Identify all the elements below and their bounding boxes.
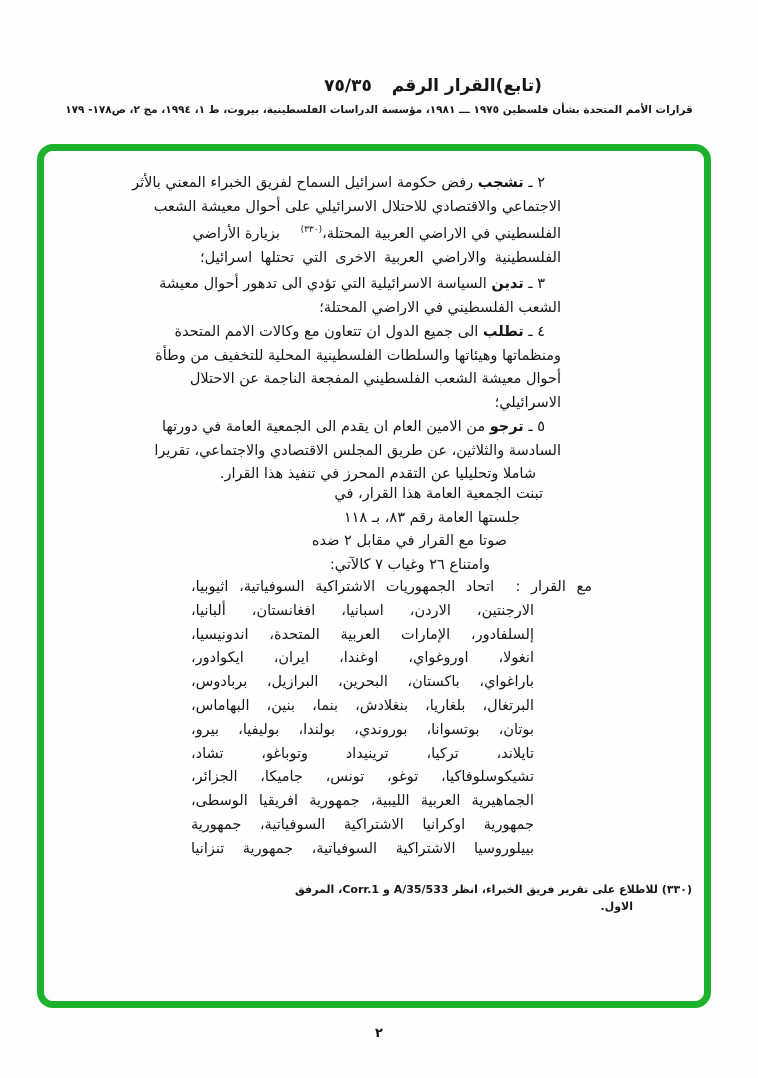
clause-lead-word: تدين	[491, 276, 524, 292]
vote-record	[191, 576, 592, 862]
clause-3	[159, 273, 561, 320]
adoption-line-1: تبنت الجمعية العامة هذا القرار، في	[334, 486, 543, 502]
clause-text: الفلسطيني في الاراضي العربية المحتلة،	[322, 226, 561, 243]
clause-5-line-2: السادسة والثلاثين، عن طريق المجلس الاقتصادي والاجتماعي، تقريرا	[154, 442, 561, 459]
vote-country-list: اتحاد الجمهوريات الاشتراكية السوفياتية، اثيوبيا،	[191, 579, 495, 595]
footnote-marker: (٣٣٠)	[661, 883, 692, 896]
vote-line-9: تشيكوسلوفاكيا، توغو، تونس، جاميكا، الجزائر،	[191, 769, 534, 786]
clause-text: رفض حكومة اسرائيل السماح لفريق الخبراء المعني بالأثر	[132, 175, 474, 191]
vote-line-11: جمهورية اوكرانيا الاشتراكية السوفياتية، جمهورية	[191, 816, 534, 833]
resolution-number: ٧٥/٣٥	[324, 76, 372, 96]
clause-number: ٣ ـ	[528, 276, 545, 292]
adoption-line-2: جلستها العامة رقم ٨٣، بـ ١١٨	[343, 509, 520, 526]
source-citation: قرارات الأمم المتحدة بشأن فلسطين ١٩٧٥ ـــ ١٩٨١، مؤسسة الدراسات الفلسطينية، بيروت، ط ١، ١٩٩٤، مج ٢، ص١٧٨- ١٧٩	[65, 104, 693, 116]
footnote-text: للاطلاع على تقرير فريق الخبراء، انظر A/35/533 و Corr.1، المرفق	[295, 883, 658, 896]
clause-lead-word: تطلب	[482, 324, 524, 340]
adoption-line-4: وامتناع ٢٦ وغياب ٧ كالآتي:	[329, 556, 490, 573]
adoption-line-3: صوتا مع القرار في مقابل ٢ ضده	[311, 533, 507, 550]
clause-number: ٥ ـ	[528, 419, 545, 435]
vote-line-1	[191, 576, 592, 600]
page-number: ٢	[375, 1026, 383, 1041]
vote-for-label: مع القرار :	[494, 579, 593, 595]
title-text: (تابع)القرار الرقم	[391, 76, 542, 96]
footnote-line-1	[295, 881, 692, 898]
clause-text: من الامين العام ان يقدم الى الجمعية العامة في دورتها	[161, 419, 486, 435]
vote-line-2: الارجنتين، الاردن، اسبانيا، افغانستان، ألبانيا،	[191, 602, 534, 619]
vote-line-3: إلسلفادور، الإمارات العربية المتحدة، اندونيسيا،	[191, 626, 534, 643]
clause-5	[154, 416, 561, 487]
clause-4-line-3: أحوال معيشة الشعب الفلسطيني المفجعة الناجمة عن الاحتلال	[189, 371, 561, 388]
clause-2-line-2: الاجتماعي والاقتصادي للاحتلال الاسرائيلي على أحوال معيشة الشعب	[153, 198, 561, 215]
clause-4-line-2: ومنظماتها وهيئاتها والسلطات الفلسطينية المحلية للتخفيف من وطأة	[155, 347, 561, 364]
clause-3-line-1	[159, 273, 561, 297]
adoption-statement	[200, 483, 561, 577]
clause-2	[132, 172, 561, 270]
clause-2-line-3	[192, 219, 561, 247]
vote-line-8: تايلاند، تركيا، ترينيداد وتوباغو، تشاد،	[191, 745, 534, 762]
document-title	[108, 76, 758, 96]
vote-line-10: الجماهيرية العربية الليبية، جمهورية افريقيا الوسطى،	[191, 793, 534, 810]
vote-line-7: بوتان، بوتسوانا، بوروندي، بولندا، بوليفيا، بيرو،	[191, 721, 534, 738]
clause-number: ٢ ـ	[528, 175, 545, 191]
vote-line-5: باراغواي، باكستان، البحرين، البرازيل، بربادوس،	[191, 674, 534, 691]
clause-text: الى جميع الدول ان تتعاون مع وكالات الامم المتحدة	[174, 324, 479, 340]
clause-lead-word: تشجب	[477, 175, 524, 191]
vote-line-12: بييلوروسيا الاشتراكية السوفياتية، جمهورية تنزانيا	[191, 840, 534, 857]
footnote-line-2: الاول.	[600, 900, 633, 913]
vote-line-6: البرتغال، بلغاريا، بنغلادش، بنما، بنين، البهاماس،	[191, 697, 534, 714]
footnote-330	[295, 881, 692, 915]
clause-4	[155, 321, 561, 415]
clause-4-line-4: الاسرائيلي؛	[494, 394, 561, 411]
clause-5-line-1	[161, 416, 561, 440]
clause-text: السياسة الاسرائيلية التي تؤدي الى تدهور أحوال معيشة	[159, 276, 487, 292]
clause-5-line-3: شاملا وتحليليا عن التقدم المحرز في تنفيذ هذا القرار.	[219, 466, 536, 483]
vote-line-4: انغولا، اوروغواي، اوغندا، ايران، ايكوادور،	[191, 650, 534, 667]
clause-lead-word: ترجو	[489, 419, 524, 435]
clause-2-line-4: الفلسطينية والاراضي العربية الاخرى التي تحتلها اسرائيل؛	[200, 249, 561, 266]
clause-text: بزيارة الأراضي	[192, 226, 280, 243]
clause-3-line-2: الشعب الفلسطيني في الاراضي المحتلة؛	[319, 299, 561, 316]
clause-4-line-1	[174, 321, 561, 345]
footnote-reference-330: (٣٣٠)	[300, 225, 323, 236]
clause-2-line-1	[132, 172, 561, 196]
clause-number: ٤ ـ	[528, 324, 545, 340]
